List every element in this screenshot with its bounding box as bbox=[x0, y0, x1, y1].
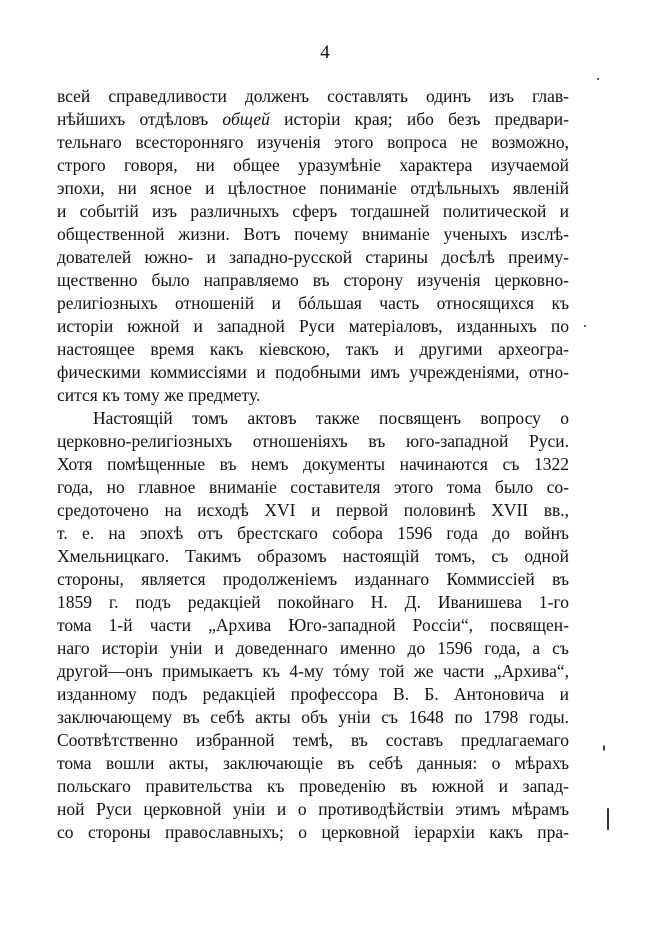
text-line: средоточено на исходѣ XVI и первой половинѣ XVII вв., bbox=[57, 500, 569, 520]
text-line bbox=[57, 108, 569, 131]
text-segment: исторіи края; ибо безъ предвари- bbox=[284, 109, 569, 129]
text-line: настоящее время какъ кіевскою, такъ и другими археогра- bbox=[57, 339, 569, 359]
text-line: 1859 г. подъ редакціей покойнаго Н. Д. Иванишева 1-го bbox=[57, 592, 569, 612]
text-line: церковно-религіозныхъ отношеніяхъ въ юго-западной Руси. bbox=[57, 431, 569, 451]
paragraph-start-line: Настоящій томъ актовъ также посвященъ вопросу о bbox=[93, 408, 569, 428]
text-line: Хмельницкаго. Такимъ образомъ настоящій томъ, съ одной bbox=[57, 546, 569, 566]
text-line: Хотя помѣщенные въ немъ документы начинаются съ 1322 bbox=[57, 454, 569, 474]
text-line: и событій изъ различныхъ сферъ тогдашней политической и bbox=[57, 201, 569, 221]
text-line: дователей южно- и западно-русской старины досѣлѣ преиму- bbox=[57, 247, 569, 267]
page-number: 4 bbox=[320, 42, 330, 63]
text-line: наго исторіи уніи и доведеннаго именно до 1596 года, а съ bbox=[57, 638, 569, 658]
text-segment: нѣйшихъ отдѣловъ bbox=[57, 109, 209, 129]
text-line: эпохи, ни ясное и цѣлостное пониманіе отдѣльныхъ явленій bbox=[57, 178, 569, 198]
text-line: т. е. на эпохѣ отъ брестскаго собора 1596 года до войнъ bbox=[57, 523, 569, 543]
text-line: польскаго правительства къ проведенію въ южной и запад- bbox=[57, 776, 569, 796]
scan-speck bbox=[603, 745, 605, 751]
text-line: тома вошли акты, заключающіе въ себѣ данныя: о мѣрахъ bbox=[57, 753, 569, 773]
body-text bbox=[57, 85, 569, 844]
scan-speck bbox=[597, 78, 599, 80]
text-line: ной Руси церковной уніи и о противодѣйствіи этимъ мѣрамъ bbox=[57, 799, 569, 819]
text-line: тома 1-й части „Архива Юго-западной Россіи“, посвящен- bbox=[57, 615, 569, 635]
text-line: фическими коммиссіями и подобными имъ учрежденіями, отно- bbox=[57, 362, 569, 382]
text-line: года, но главное вниманіе составителя этого тома было со- bbox=[57, 477, 569, 497]
text-line: сится къ тому же предмету. bbox=[57, 385, 261, 405]
text-line: тельнаго всесторонняго изученія этого вопроса не возможно, bbox=[57, 132, 569, 152]
italic-word: общей bbox=[222, 109, 270, 129]
text-line: стороны, является продолженіемъ изданнаго Коммиссіей въ bbox=[57, 569, 569, 589]
text-line: строго говоря, ни общее уразумѣніе характера изучаемой bbox=[57, 155, 569, 175]
text-line: щественно было направляемо въ сторону изученія церковно- bbox=[57, 270, 569, 290]
text-line: изданному подъ редакціей профессора В. Б. Антоновича и bbox=[57, 684, 569, 704]
text-line: всей справедливости долженъ составлять одинъ изъ глав- bbox=[57, 86, 569, 106]
text-line: исторіи южной и западной Руси матеріаловъ, изданныхъ по bbox=[57, 316, 569, 336]
scan-speck bbox=[584, 325, 586, 327]
text-line: другой—онъ примыкаетъ къ 4-му тóму той же части „Архива“, bbox=[57, 661, 569, 681]
text-line: со стороны православныхъ; о церковной іерархіи какъ пра- bbox=[57, 822, 569, 842]
text-line: общественной жизни. Вотъ почему вниманіе ученыхъ изслѣ- bbox=[57, 224, 569, 244]
text-line: заключающему въ себѣ акты объ уніи съ 1648 по 1798 годы. bbox=[57, 707, 569, 727]
text-line: Соотвѣтственно избранной темѣ, въ составъ предлагаемаго bbox=[57, 730, 569, 750]
text-line: религіозныхъ отношеній и бóльшая часть относящихся къ bbox=[57, 293, 569, 313]
scan-speck bbox=[607, 808, 609, 830]
